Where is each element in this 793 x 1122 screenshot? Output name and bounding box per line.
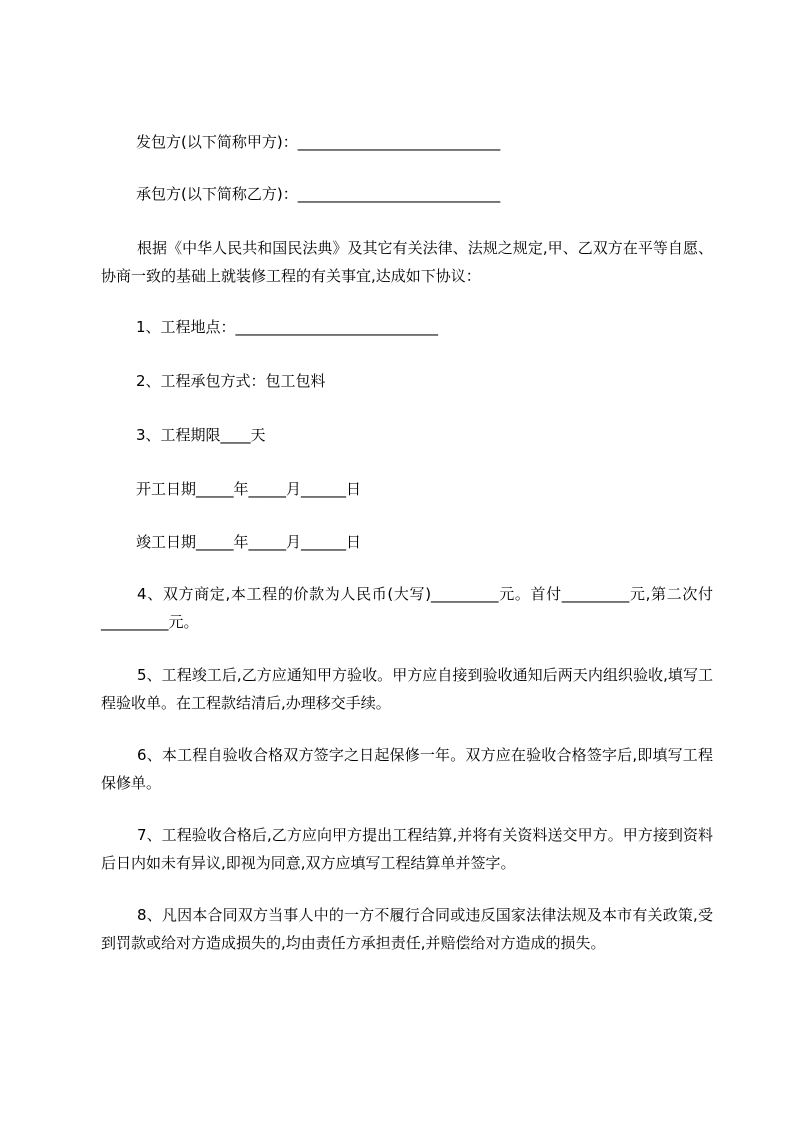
start-date-line: 开工日期_____年_____月______日 bbox=[136, 480, 362, 498]
clause-7-settlement: 7、工程验收合格后,乙方应向甲方提出工程结算,并将有关资料送交甲方。甲方接到资料后日内如未有异议,即视为同意,双方应填写工程结算单并签字。 bbox=[101, 826, 713, 872]
preamble-paragraph: 根据《中华人民共和国民法典》及其它有关法律、法规之规定,甲、乙双方在平等自愿、协商一致的基础上就装修工程的有关事宜,达成如下协议： bbox=[101, 239, 713, 285]
clause-1-site: 1、工程地点：___________________________ bbox=[136, 318, 439, 336]
party-a-line: 发包方(以下简称甲方)：___________________________ bbox=[136, 133, 501, 151]
party-b-line: 承包方(以下简称乙方)：___________________________ bbox=[136, 185, 501, 203]
clause-4-price: 4、双方商定,本工程的价款为人民币(大写)_________元。首付_________元,第二次付_________元。 bbox=[101, 585, 713, 631]
clause-2-contract-type: 2、工程承包方式：包工包料 bbox=[136, 372, 326, 390]
completion-date-line: 竣工日期_____年_____月______日 bbox=[136, 533, 362, 551]
clause-5-acceptance: 5、工程竣工后,乙方应通知甲方验收。甲方应自接到验收通知后两天内组织验收,填写工程验收单。在工程款结清后,办理移交手续。 bbox=[101, 666, 713, 712]
clause-6-warranty: 6、本工程自验收合格双方签字之日起保修一年。双方应在验收合格签字后,即填写工程保修单。 bbox=[101, 746, 713, 792]
clause-8-liability: 8、凡因本合同双方当事人中的一方不履行合同或违反国家法律法规及本市有关政策,受到罚款或给对方造成损失的,均由责任方承担责任,并赔偿给对方造成的损失。 bbox=[101, 906, 713, 952]
clause-3-duration: 3、工程期限____天 bbox=[136, 426, 266, 444]
